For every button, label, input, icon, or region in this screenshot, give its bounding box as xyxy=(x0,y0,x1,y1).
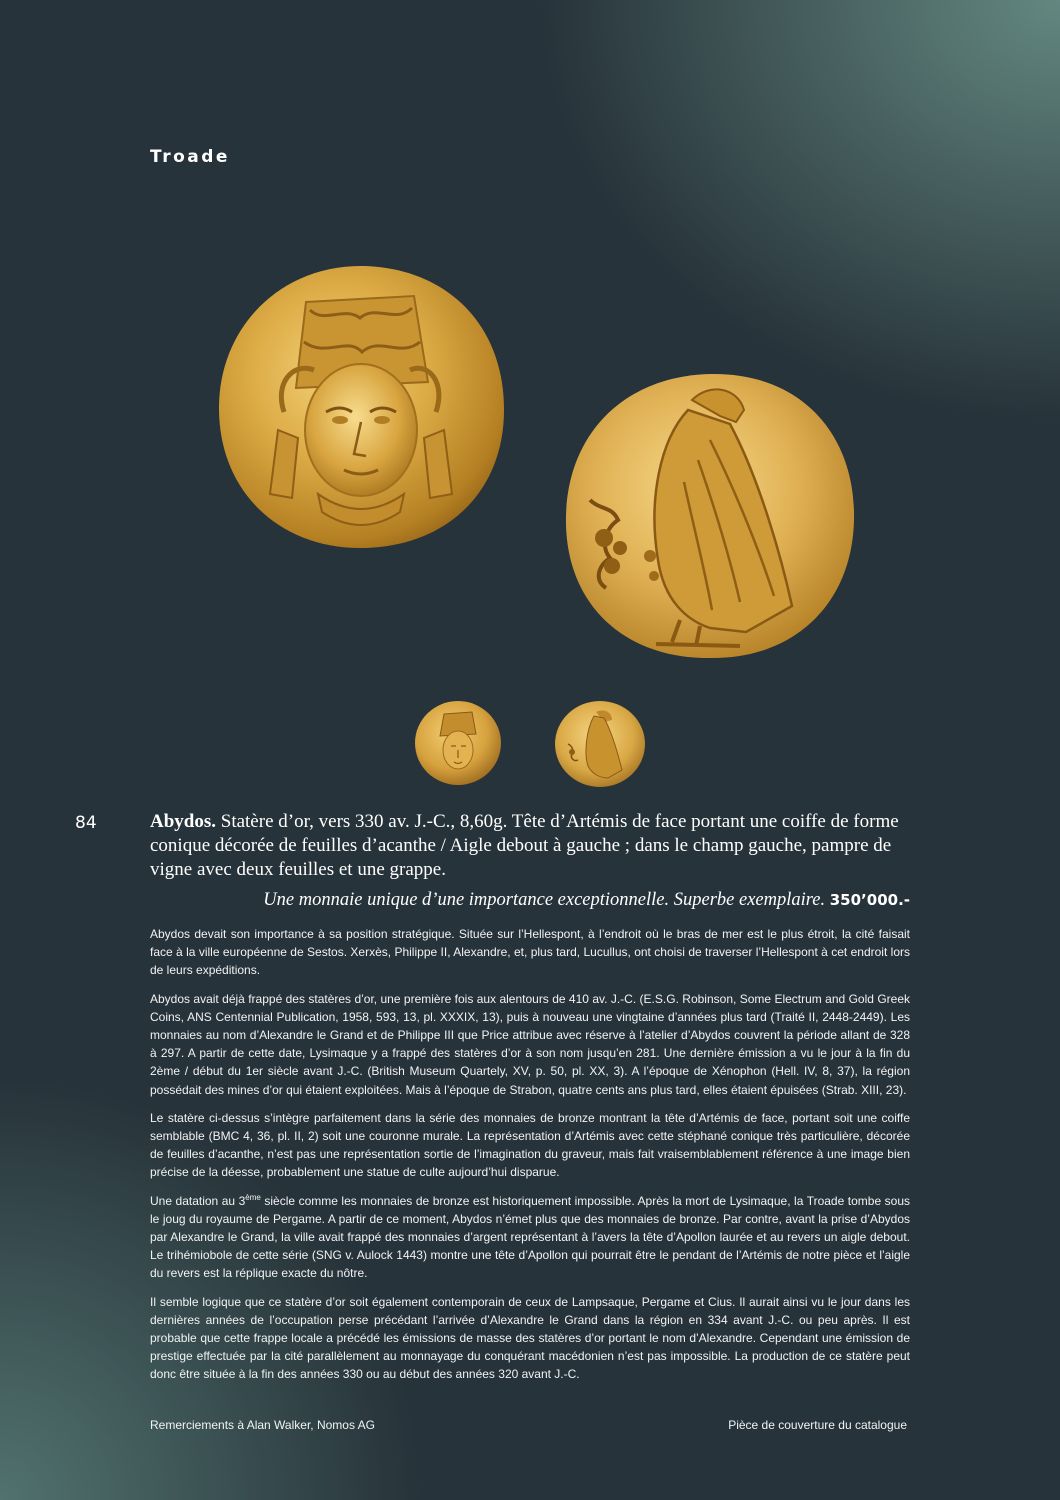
body-text xyxy=(150,925,910,1394)
body-paragraph-4-end: siècle comme les monnaies de bronze est historiquement impossible. Après la mort de Lysimaque, la Troade tombe sous le joug du royaume de Pergame. A partir de ce moment, Abydos n’émet plus que des monnaies de bronze. Par contre, avant la prise d’Abydos par Alexandre le Grand, la ville avait frappé des monnaies d’argent représentant à l’avers la tête d’Apollon laurée et au revers un aigle debout. Le trihémiobole de cette série (SNG v. Aulock 1443) montre une tête d’Apollon qui pourrait être le pendant de l’Artémis de notre pièce et l’aigle du revers est la réplique exacte du nôtre. xyxy=(150,1193,911,1281)
body-paragraph-4-superscript: ème xyxy=(245,1192,261,1202)
lot-number: 84 xyxy=(75,813,97,833)
lot-price: 350’000.- xyxy=(829,891,910,909)
body-paragraph-2: Abydos avait déjà frappé des statères d’or, une première fois aux alentours de 410 av. J.-C. (E.S.G. Robinson, Some Electrum and Gold Greek Coins, ANS Centennial Publication, 1958, 593, 13, pl. XXXIX, 13), puis à nouveau une vingtaine d’années plus tard (Traité II, 2448-2449). Les monnaies au nom d’Alexandre le Grand et de Philippe III que Price attribue avec réserve à l’atelier d’Abydos couvrent la période allant de 328 à 297. A partir de cette date, Lysimaque y a frappé des statères d’or à son nom jusqu’en 281. Une dernière émission a vu le jour à la fin du 2ème / début du 1er siècle avant J.-C. (British Museum Quartely, XV, p. 50, pl. XX, 3). A l’époque de Xénophon (Hell. IV, 8, 37), la région possédait des mines d’or qui étaient exploitées. Mais à l’époque de Strabon, quatre cents ans plus tard, elles étaient épuisées (Strab. XIII, 23). xyxy=(150,991,910,1097)
coin-obverse-image xyxy=(214,262,508,552)
body-paragraph-1: Abydos devait son importance à sa position stratégique. Située sur l’Hellespont, à l’endroit où le bras de mer est le plus étroit, la cité faisait face à la ville européenne de Sestos. Xerxès, Philippe II, Alexandre, et, plus tard, Lucullus, ont choisi de traverser l’Hellespont à cet endroit lors de leurs expéditions. xyxy=(150,927,910,978)
coin-reverse-image xyxy=(560,370,860,662)
body-paragraph-5: Il semble logique que ce statère d’or soit également contemporain de ceux de Lampsaque, Pergame et Cius. Il aurait ainsi vu le jour dans les dernières années de l’occupation perse précédant l’arrivée d’Alexandre le Grand dans la région en 334 avant J.-C. ou peu après. Il est probable que cette frappe locale a précédé les émissions de masse des statères d’or portant le nom d’Alexandre. Cependant une émission de prestige effectuée par la cité parallèlement au monnayage du conquérant macédonien n’est pas impossible. La production de ce statère peut donc être située à la fin des années 330 ou au début des années 320 avant J.-C. xyxy=(150,1294,910,1382)
coin-obverse-thumbnail xyxy=(414,700,502,786)
body-paragraph-4 xyxy=(150,1192,910,1283)
body-paragraph-4-start: Une datation au 3 xyxy=(150,1193,246,1208)
lot-tagline-text: Une monnaie unique d’une importance exceptionnelle. Superbe exemplaire. xyxy=(263,890,826,910)
lot-city: Abydos. xyxy=(150,811,216,832)
coin-reverse-thumbnail xyxy=(554,700,646,788)
footer-cover-note: Pièce de couverture du catalogue xyxy=(728,1418,907,1432)
section-title: Troade xyxy=(150,147,230,167)
body-paragraph-3: Le statère ci-dessus s’intègre parfaitement dans la série des monnaies de bronze montrant la tête d’Artémis de face, portant soit une coiffe semblable (BMC 4, 36, pl. II, 2) soit une couronne murale. La représentation d’Artémis avec cette stéphané conique très particulière, décorée de feuilles d’acanthe, n’est pas une représentation sortie de l’imagination du graveur, mais fait vraisemblablement référence à une image bien précise de la déesse, probablement une statue de culte aujourd’hui disparue. xyxy=(150,1110,910,1180)
footer-acknowledgement: Remerciements à Alan Walker, Nomos AG xyxy=(150,1418,375,1432)
lot-tagline xyxy=(263,890,910,911)
lot-heading xyxy=(150,810,920,882)
lot-description: Statère d’or, vers 330 av. J.-C., 8,60g. Tête d’Artémis de face portant une coiffe de forme conique décorée de feuilles d’acanthe / Aigle debout à gauche ; dans le champ gauche, pampre de vigne avec deux feuilles et une grappe. xyxy=(150,811,899,880)
